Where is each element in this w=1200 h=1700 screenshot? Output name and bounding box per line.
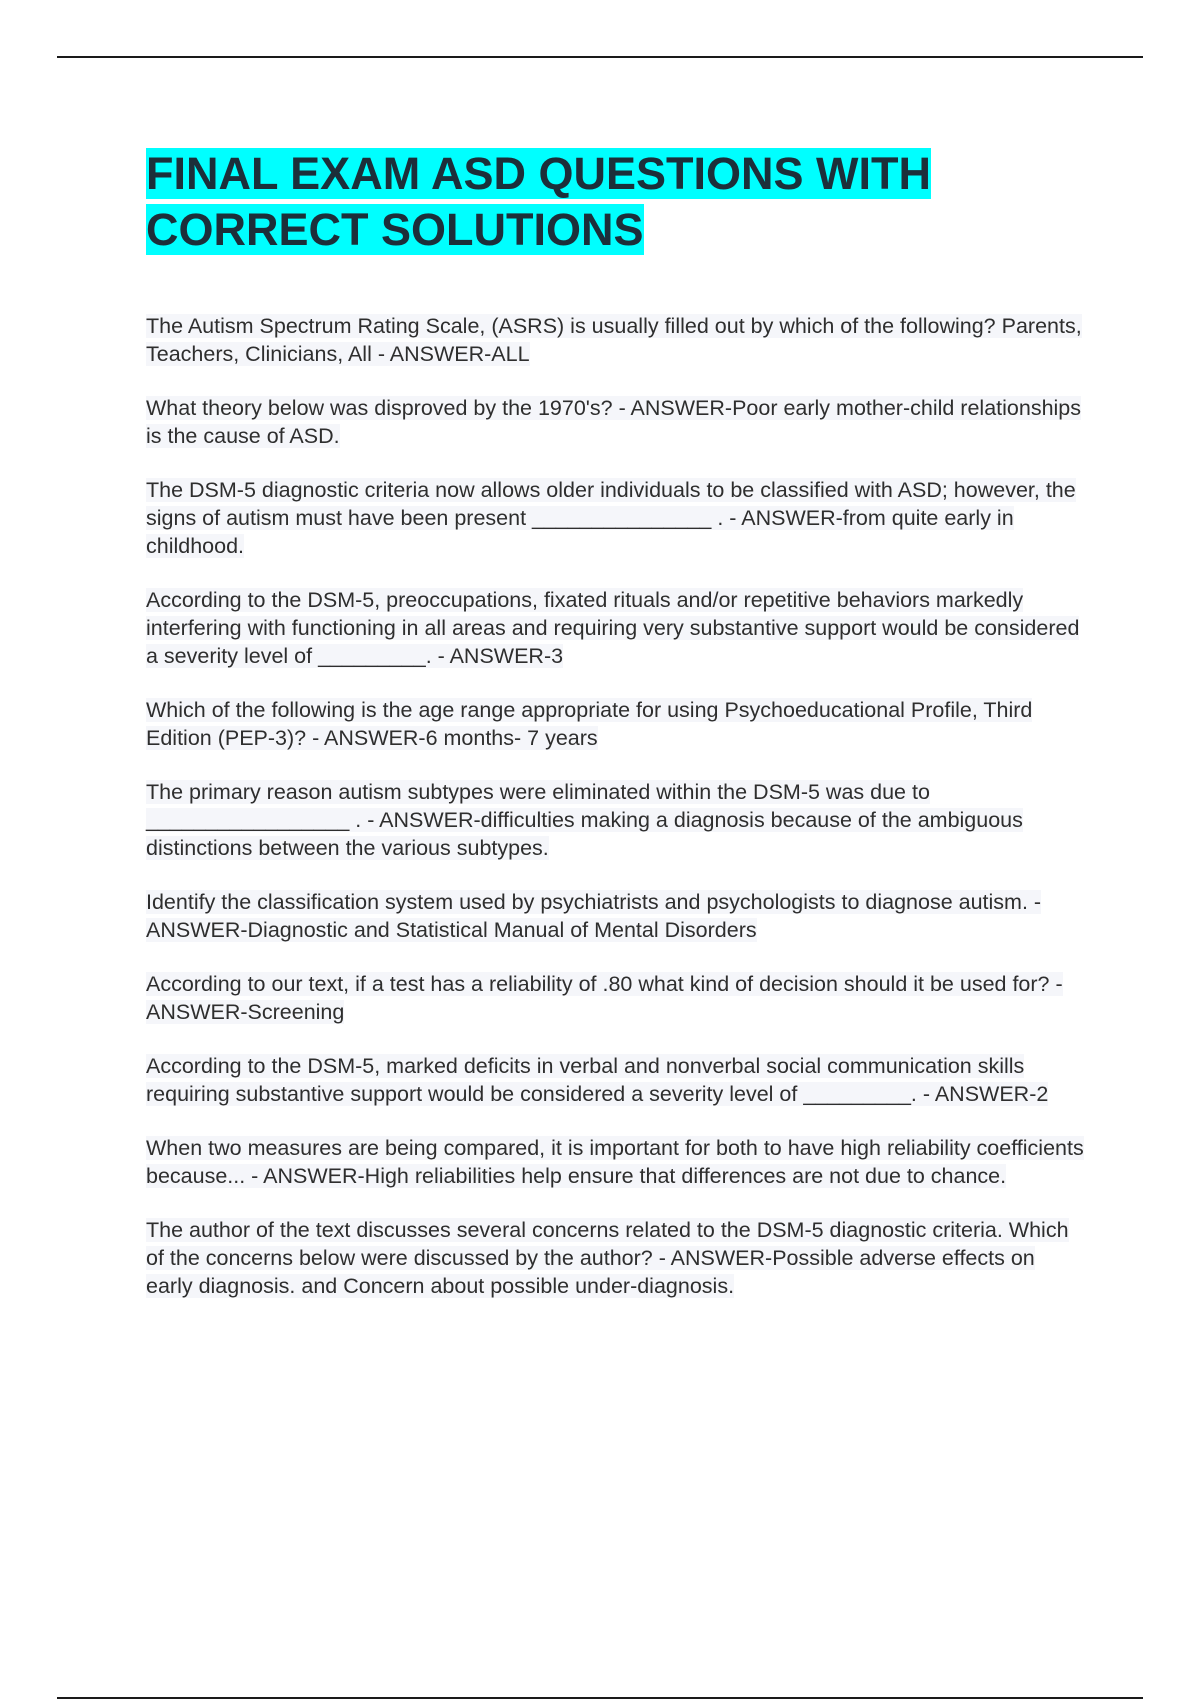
question-text: The primary reason autism subtypes were eliminated within the DSM-5 was due to _________________ . - [146,780,930,832]
answer-text: ANSWER-3 [449,644,564,668]
question-text: The DSM-5 diagnostic criteria now allows older individuals to be classified with ASD; however, the signs of autism must have been present _______________ . - [146,478,1076,530]
bottom-rule [57,1697,1143,1699]
answer-text: ANSWER-Possible adverse effects on early diagnosis. and Concern about possible under-diagnosis. [146,1246,1035,1298]
qa-item-9 [146,1052,1086,1108]
question-text: The author of the text discusses several concerns related to the DSM-5 diagnostic criteria. Which of the concerns below were discussed by the author? - [146,1218,1069,1270]
qa-item-1 [146,312,1086,368]
answer-text: ANSWER-Diagnostic and Statistical Manual of Mental Disorders [146,918,757,942]
qa-item-11 [146,1216,1086,1300]
answer-text: ANSWER-Poor early mother-child relationships is the cause of ASD. [146,396,1082,448]
answer-text: ANSWER-Screening [146,1000,345,1024]
answer-text: ANSWER-2 [934,1082,1049,1106]
question-text: According to the DSM-5, preoccupations, fixated rituals and/or repetitive behaviors markedly interfering with functioning in all areas and requiring very substantive support would be considered a severity level of _________. - [146,588,1080,668]
document-title-text: FINAL EXAM ASD QUESTIONS WITH CORRECT SOLUTIONS [146,148,932,255]
question-text: What theory below was disproved by the 1970's? - [146,396,631,420]
qa-item-6 [146,778,1086,862]
answer-text: ANSWER-ALL [389,342,530,366]
qa-item-3 [146,476,1086,560]
answer-text: ANSWER-6 months- 7 years [324,726,598,750]
qa-item-8 [146,970,1086,1026]
qa-item-10 [146,1134,1086,1190]
top-rule [57,56,1143,58]
question-text: Which of the following is the age range appropriate for using Psychoeducational Profile, Third Edition (PEP-3)? - [146,698,1033,750]
title-block [146,146,1046,258]
question-text: According to our text, if a test has a reliability of .80 what kind of decision should it be used for? - [146,972,1063,996]
qa-item-2 [146,394,1086,450]
question-text: According to the DSM-5, marked deficits in verbal and nonverbal social communication skills requiring substantive support would be considered a severity level of _________. - [146,1054,1025,1106]
question-text: Identify the classification system used by psychiatrists and psychologists to diagnose autism. - [146,890,1042,914]
qa-item-4 [146,586,1086,670]
answer-text: ANSWER-from quite early in childhood. [146,506,1014,558]
qa-item-5 [146,696,1086,752]
question-text: The Autism Spectrum Rating Scale, (ASRS) is usually filled out by which of the following? Parents, Teachers, Clinicians, All - [146,314,1082,366]
question-text: When two measures are being compared, it is important for both to have high reliability coefficients because... - [146,1136,1084,1188]
qa-item-7 [146,888,1086,944]
qa-list [146,312,1086,1326]
document-title [146,146,1046,258]
answer-text: ANSWER-High reliabilities help ensure that differences are not due to chance. [263,1164,1007,1188]
answer-text: ANSWER-difficulties making a diagnosis because of the ambiguous distinctions between the various subtypes. [146,808,1023,860]
